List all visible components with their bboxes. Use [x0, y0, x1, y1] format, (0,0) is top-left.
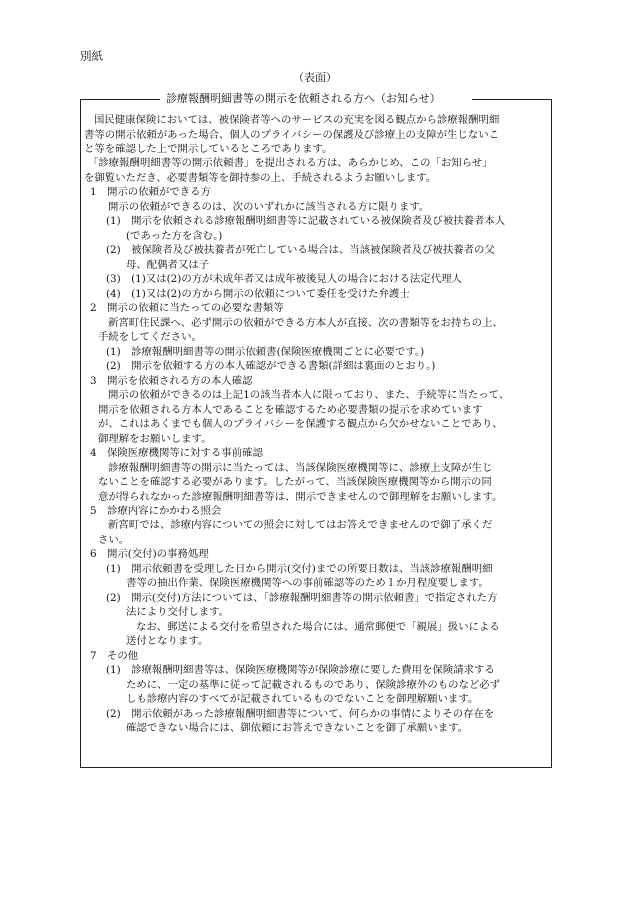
section-4-heading: 4 保険医療機関等に対する事前確認: [90, 447, 263, 459]
section-7-item: ために、一定の基準に従って記載されるものであり、保険診療外のものなど必ず: [126, 678, 501, 691]
section-1-item: (4) (1)又は(2)の方から開示の依頼について委任を受けた弁護士: [106, 287, 410, 300]
section-3-heading: 3 開示を依頼される方の本人確認: [90, 374, 253, 387]
page-side-label: （表面）: [293, 71, 337, 84]
section-5-body: 新宮町では、診療内容についての照会に対してはお答えできませんので御了承くだ: [108, 519, 493, 532]
section-6-item: なお、郵送による交付を希望された場合には、通常郵便で「親展」扱いによる: [136, 620, 500, 633]
section-1-heading: 1 開示の依頼ができる方: [90, 186, 211, 199]
section-3-body: 御理解をお願いします。: [98, 432, 212, 445]
section-5-heading: 5 診療内容にかかわる照会: [90, 505, 222, 517]
section-2-body: 新宮町住民課へ、必ず開示の依頼ができる方本人が直接、次の書類等をお持ちの上、: [108, 316, 503, 329]
section-6-item: 送付となります。: [126, 635, 209, 648]
section-6-heading: 6 開示(交付)の事務処理: [90, 548, 209, 561]
section-7-item: (1) 診療報酬明細書等は、保険医療機関等が保険診療に要した費用を保険請求する: [106, 664, 495, 677]
notice-title: 診療報酬明細書等の開示を依頼される方へ（お知らせ）: [166, 92, 441, 105]
section-2-heading: 2 開示の依頼に当たっての必要な書類等: [90, 302, 284, 315]
section-7-item: 確認できない場合には、御依頼にお答えできないことを御了承願います。: [126, 722, 469, 735]
section-1-item: (であった方を含む。): [126, 229, 223, 242]
section-5-body: さい。: [98, 533, 130, 546]
section-7-item: しも診療内容のすべてが記載されているものでないことを御理解願います。: [126, 693, 479, 706]
section-1-item: (2) 被保険者及び被扶養者が死亡している場合は、当該被保険者及び被扶養者の父: [106, 244, 495, 257]
section-1-body: 開示の依頼ができるのは、次のいずれかに該当される方に限ります。: [108, 200, 430, 213]
section-6-item: (2) 開示(交付)方法については、「診療報酬明細書等の開示依頼書」で指定された方: [106, 591, 498, 604]
section-1-item: 母、配偶者又は子: [126, 258, 210, 271]
attachment-label: 別紙: [80, 49, 103, 63]
section-2-item: (1) 診療報酬明細書等の開示依頼書(保険医療機関ごとに必要です。): [106, 345, 425, 358]
section-4-body: ないことを確認する必要があります。したがって、当該保険医療機関等から開示の同: [98, 476, 492, 488]
section-3-body: が、これはあくまでも個人のプライバシーを保護する観点から欠かせないことであり、: [98, 418, 503, 431]
section-2-item: (2) 開示を依頼する方の本人確認ができる書類(詳細は裏面のとおり。): [106, 360, 436, 373]
intro-line: 書等の開示依頼があった場合、個人のプライバシーの保護及び診療上の支障が生じないこ: [84, 128, 499, 141]
section-7-item: (2) 開示依頼があった診療報酬明細書等について、何らかの事情によりその存在を: [106, 707, 495, 720]
section-2-body: 手続をしてください。: [98, 331, 202, 344]
box-top-border-right: [472, 99, 551, 100]
section-6-item: 書等の抽出作業、保険医療機関等への事前確認等のため１か月程度要します。: [126, 577, 489, 590]
section-4-body: 意が得られなかった診療報酬明細書等は、開示できませんので御理解をお願いします。: [98, 490, 503, 503]
section-1-item: (3) (1)又は(2)の方が未成年者又は成年被後見人の場合における法定代理人: [106, 273, 462, 286]
section-1-item: (1) 開示を依頼される診療報酬明細書等に記載されている被保険者及び被扶養者本人: [106, 215, 506, 228]
intro-line: 「診療報酬明細書等の開示依頼書」を提出される方は、あらかじめ、この「お知らせ」: [88, 157, 493, 170]
section-6-item: 法により交付します。: [126, 606, 230, 619]
section-4-body: 診療報酬明細書等の開示に当たっては、当該保険医療機関等に、診療上支障が生じ: [108, 461, 493, 474]
section-7-heading: 7 その他: [90, 649, 139, 662]
intro-line: 国民健康保険においては、被保険者等へのサービスの充実を図る観点から診療報酬明細: [94, 114, 500, 126]
section-6-item: (1) 開示依頼書を受理した日から開示(交付)までの所要日数は、当該診療報酬明細: [106, 562, 493, 575]
box-top-border-left: [80, 99, 160, 100]
intro-line: を御覧いただき、必要書類等を御持参の上、手続されるようお願いします。: [84, 171, 437, 184]
section-3-body: 開示を依頼される方本人であることを確認するため必要書類の提示を求めています: [98, 403, 483, 416]
section-3-body: 開示の依頼ができるのは上記1の該当者本人に限っており、また、手続等に当たって、: [108, 389, 510, 402]
intro-line: と等を確認した上で開示しているところであります。: [84, 143, 333, 155]
